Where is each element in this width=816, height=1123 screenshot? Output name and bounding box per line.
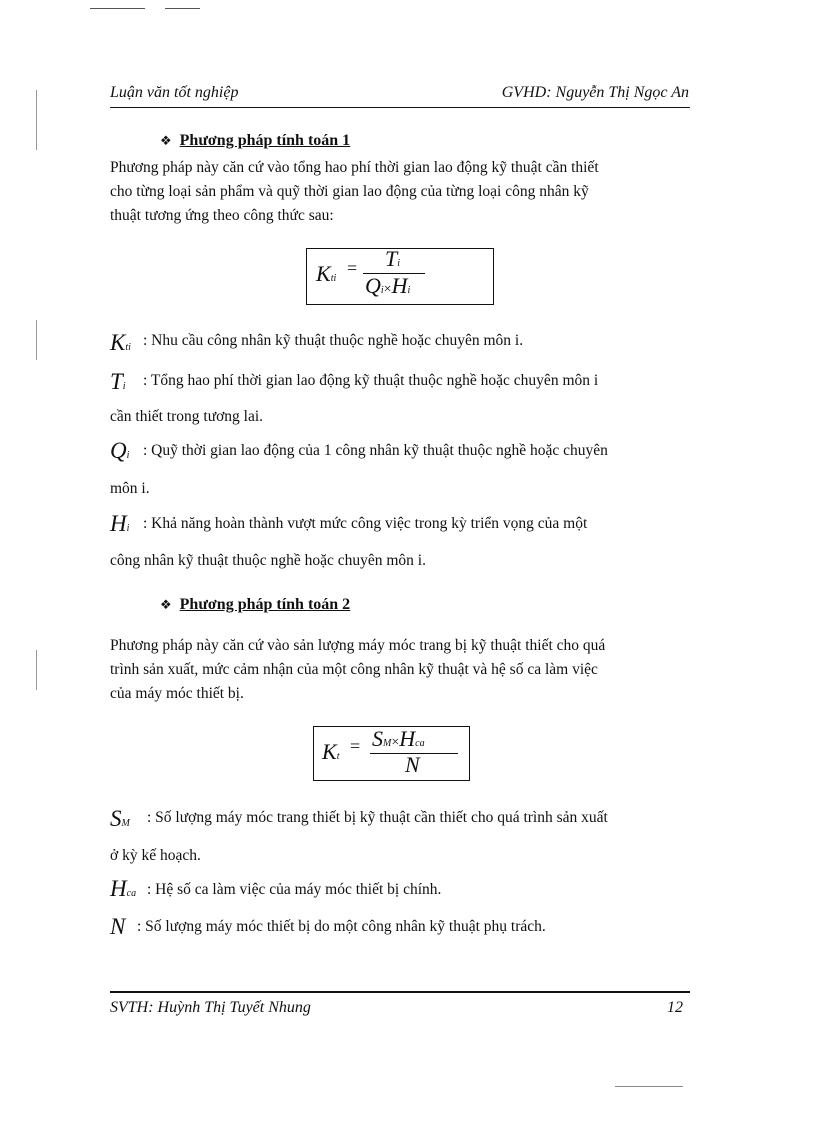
section-2-title: Phương pháp tính toán 2 — [179, 596, 351, 613]
def-text-hca: : Hệ số ca làm việc của máy móc thiết bị chính. — [147, 881, 442, 898]
def-text-k: : Nhu cầu công nhân kỹ thuật thuộc nghề hoặc chuyên môn i. — [143, 332, 524, 349]
header-advisor-label: GVHD: Nguyễn Thị Ngọc An — [501, 84, 689, 101]
diamond-bullet-icon: ❖ — [160, 597, 172, 612]
scan-artifact — [90, 8, 145, 9]
def-text-h: : Khả năng hoàn thành vượt mức công việc trong kỳ triển vọng của một — [143, 515, 588, 532]
scan-artifact — [615, 1086, 683, 1087]
formula-1-denominator: Qi×Hi — [365, 273, 411, 298]
formula-1-box — [306, 248, 494, 305]
section-1-intro — [110, 156, 690, 228]
intro-line: Phương pháp này căn cứ vào tổng hao phí thời gian lao động kỹ thuật cần thiết — [110, 159, 599, 176]
page-number: 12 — [667, 999, 683, 1016]
formula-1-equals: = — [347, 258, 358, 278]
def-symbol-s: SM — [110, 806, 130, 831]
formula-1-lhs: Kti — [316, 261, 337, 286]
def-text-t-cont: cần thiết trong tương lai. — [110, 408, 264, 425]
formula-2-equals: = — [350, 736, 361, 756]
def-symbol-hca: Hca — [110, 876, 137, 901]
def-symbol-n: N — [110, 914, 126, 939]
section-2-heading — [160, 596, 350, 614]
scan-artifact — [165, 8, 200, 9]
def-text-h-cont: công nhân kỹ thuật thuộc nghề hoặc chuyên môn i. — [110, 552, 426, 569]
formula-2-denominator: N — [405, 752, 420, 777]
footer-student-label: SVTH: Huỳnh Thị Tuyết Nhung — [110, 999, 311, 1016]
diamond-bullet-icon: ❖ — [160, 133, 172, 148]
intro-line: cho từng loại sản phẩm và quỹ thời gian lao động của từng loại công nhân kỹ — [110, 183, 589, 200]
def-text-q-cont: môn i. — [110, 480, 150, 497]
formula-2-lhs: Kt — [322, 739, 340, 764]
section-2-intro — [110, 634, 690, 706]
def-symbol-q: Qi — [110, 438, 130, 463]
section-1-title: Phương pháp tính toán 1 — [179, 132, 351, 149]
def-symbol-h: Hi — [110, 511, 130, 536]
formula-1-numerator: Ti — [385, 246, 401, 271]
def-symbol-t: Ti — [110, 369, 126, 394]
def-text-s: : Số lượng máy móc trang thiết bị kỹ thuật cần thiết cho quá trình sản xuất — [147, 809, 608, 826]
def-text-n: : Số lượng máy móc thiết bị do một công nhân kỹ thuật phụ trách. — [137, 918, 546, 935]
formula-2-numerator: SM×Hca — [372, 726, 425, 751]
header-thesis-label: Luận văn tốt nghiệp — [110, 84, 239, 101]
footer-rule — [110, 991, 690, 993]
formula-2-box — [313, 726, 470, 781]
intro-line: trình sản xuất, mức cảm nhận của một công nhân kỹ thuật và hệ số ca làm việc — [110, 661, 598, 678]
header-rule — [110, 107, 690, 108]
scan-artifact — [36, 650, 37, 690]
intro-line: thuật tương ứng theo công thức sau: — [110, 207, 334, 224]
section-1-heading — [160, 132, 350, 150]
scan-artifact — [36, 90, 37, 150]
scan-artifact — [36, 320, 37, 360]
def-text-s-cont: ở kỳ kế hoạch. — [110, 847, 201, 864]
intro-line: của máy móc thiết bị. — [110, 685, 244, 702]
def-text-t: : Tổng hao phí thời gian lao động kỹ thuật thuộc nghề hoặc chuyên môn i — [143, 372, 599, 389]
intro-line: Phương pháp này căn cứ vào sản lượng máy móc trang bị kỹ thuật thiết cho quá — [110, 637, 606, 654]
def-symbol-k: Kti — [110, 330, 131, 355]
def-text-q: : Quỹ thời gian lao động của 1 công nhân kỹ thuật thuộc nghề hoặc chuyên — [143, 442, 608, 459]
